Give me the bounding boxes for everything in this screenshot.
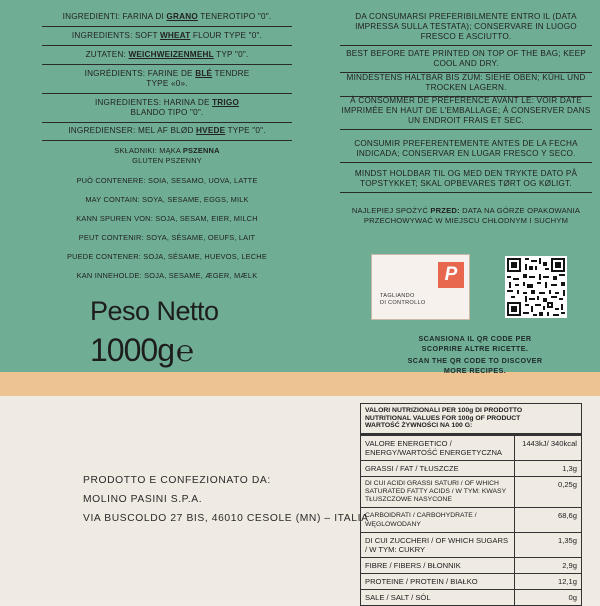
ingredients-da: INGREDIENSER: MEL AF BLØD HVEDE TYPE "0". [42, 126, 292, 141]
ingredients-de: ZUTATEN: WEICHWEIZENMEHL TYP "0". [42, 50, 292, 65]
nutrition-row-fibre: FIBRE / FIBERS / BŁONNIK 2,9g [361, 557, 581, 573]
nutrition-row-salt: SALE / SALT / SÓL 0g [361, 589, 581, 605]
allergen-de: KANN SPUREN VON: SOJA, SESAM, EIER, MILCH [76, 214, 258, 223]
producer-line-2: MOLINO PASINI S.P.A. [83, 494, 203, 505]
storage-da: MINDST HOLDBAR TIL OG MED DEN TRYKTE DATO PÅ TOPSTYKKET; SKAL OPBEVARES TØRT OG KØLIGT. [340, 169, 592, 193]
storage-it: DA CONSUMARSI PREFERIBILMENTE ENTRO IL (DATA IMPRESSA SULLA TESTATA); CONSERVARE IN LUOGO FRESCO E ASCIUTTO. [340, 12, 592, 46]
allergen-en: MAY CONTAIN: SOYA, SESAME, EGGS, MILK [85, 195, 249, 204]
qr-code[interactable] [505, 256, 567, 318]
storage-es: CONSUMIR PREFERENTEMENTE ANTES DE LA FECHA INDICADA; CONSERVAR EN LUGAR FRESCO Y SECO. [340, 139, 592, 163]
ingredients-pl: SKŁADNIKI: MĄKA PSZENNA GLUTEN PSZENNY [114, 146, 220, 165]
nutrition-row-carbohydrate: CARBOIDRATI / CARBOHYDRATE / WĘGLOWODANY 68,6g [361, 507, 581, 532]
estimated-sign-icon: ℮ [175, 335, 193, 368]
nutrition-row-sugars: DI CUI ZUCCHERI / OF WHICH SUGARS / W TYM: CUKRY 1,35g [361, 532, 581, 557]
net-weight-value: 1000g℮ [90, 332, 193, 368]
allergen-it: PUÒ CONTENERE: SOIA, SESAMO, UOVA, LATTE [76, 176, 258, 185]
allergen-es: PUEDE CONTENER: SOJA, SÉSAME, HUEVOS, LECHE [67, 252, 267, 261]
scan-text-it: SCANSIONA IL QR CODE PER SCOPRIRE ALTRE RICETTE. [418, 334, 532, 353]
allergen-fr: PEUT CONTENIR: SOYA, SÉSAME, OEUFS, LAIT [78, 233, 256, 242]
producer-address: VIA BUSCOLDO 27 BIS, 46010 CESOLE (MN) – ITALIA [83, 513, 369, 524]
storage-en: BEST BEFORE DATE PRINTED ON TOP OF THE BAG; KEEP COOL AND DRY. [340, 49, 592, 73]
ingredients-en: INGREDIENTS: SOFT WHEAT FLOUR TYPE "0". [42, 31, 292, 46]
nutrition-row-energy: VALORE ENERGETICO / ENERGY/WARTOŚĆ ENERGETYCZNA 1443kJ/ 340kcal [361, 436, 581, 460]
allergen-da: KAN INNEHOLDE: SOJA, SESAME, ÆGER, MÆLK [76, 271, 258, 280]
ingredients-es: INGREDIENTES: HARINA DE TRIGO BLANDO TIPO "0". [42, 98, 292, 123]
storage-de: MINDESTENS HALTBAR BIS ZUM: SIEHE OBEN; KÜHL UND TROCKEN LAGERN. [340, 73, 592, 97]
producer-line-1: PRODOTTO E CONFEZIONATO DA: [83, 475, 271, 486]
nutrition-header: VALORI NUTRIZIONALI PER 100g DI PRODOTTO NUTRITIONAL VALUES FOR 100g OF PRODUCT WARTOŚĆ ŻYWNOŚCI NA 100 G: [361, 404, 581, 436]
control-tag [371, 254, 470, 320]
nutrition-row-fat: GRASSI / FAT / TŁUSZCZE 1,3g [361, 460, 581, 476]
scan-text-en: SCAN THE QR CODE TO DISCOVER MORE RECIPES. [407, 356, 543, 375]
storage-fr: À CONSOMMER DE PRÉFÉRENCE AVANT LE: VOIR DATE IMPRIMÉE EN HAUT DE L'EMBALLAGE; À CONSERVER DANS UN ENDROIT FRAIS ET SEC. [340, 96, 592, 130]
net-weight-label: Peso Netto [90, 296, 219, 326]
pasini-logo-icon: P [438, 262, 464, 288]
nutrition-table [360, 403, 582, 606]
nutrition-row-protein: PROTEINE / PROTEIN / BIAŁKO 12,1g [361, 573, 581, 589]
control-tag-text: TAGLIANDO DI CONTROLLO [380, 293, 426, 306]
ingredients-it: INGREDIENTI: FARINA DI GRANO TENEROTIPO "0". [42, 12, 292, 27]
storage-pl: NAJLEPIEJ SPOŻYĆ PRZED: DATA NA GÓRZE OPAKOWANIA PRZECHOWYWAĆ W MIEJSCU CHŁODNYM I SUCHYM [351, 206, 581, 225]
nutrition-row-saturated: DI CUI ACIDI GRASSI SATURI / OF WHICH SATURATED FATTY ACIDS / W TYM: KWASY TŁUSZCZOWE NASYCONE 0,25g [361, 476, 581, 507]
ingredients-fr: INGRÉDIENTS: FARINE DE BLÉ TENDRE TYPE «0». [42, 69, 292, 94]
